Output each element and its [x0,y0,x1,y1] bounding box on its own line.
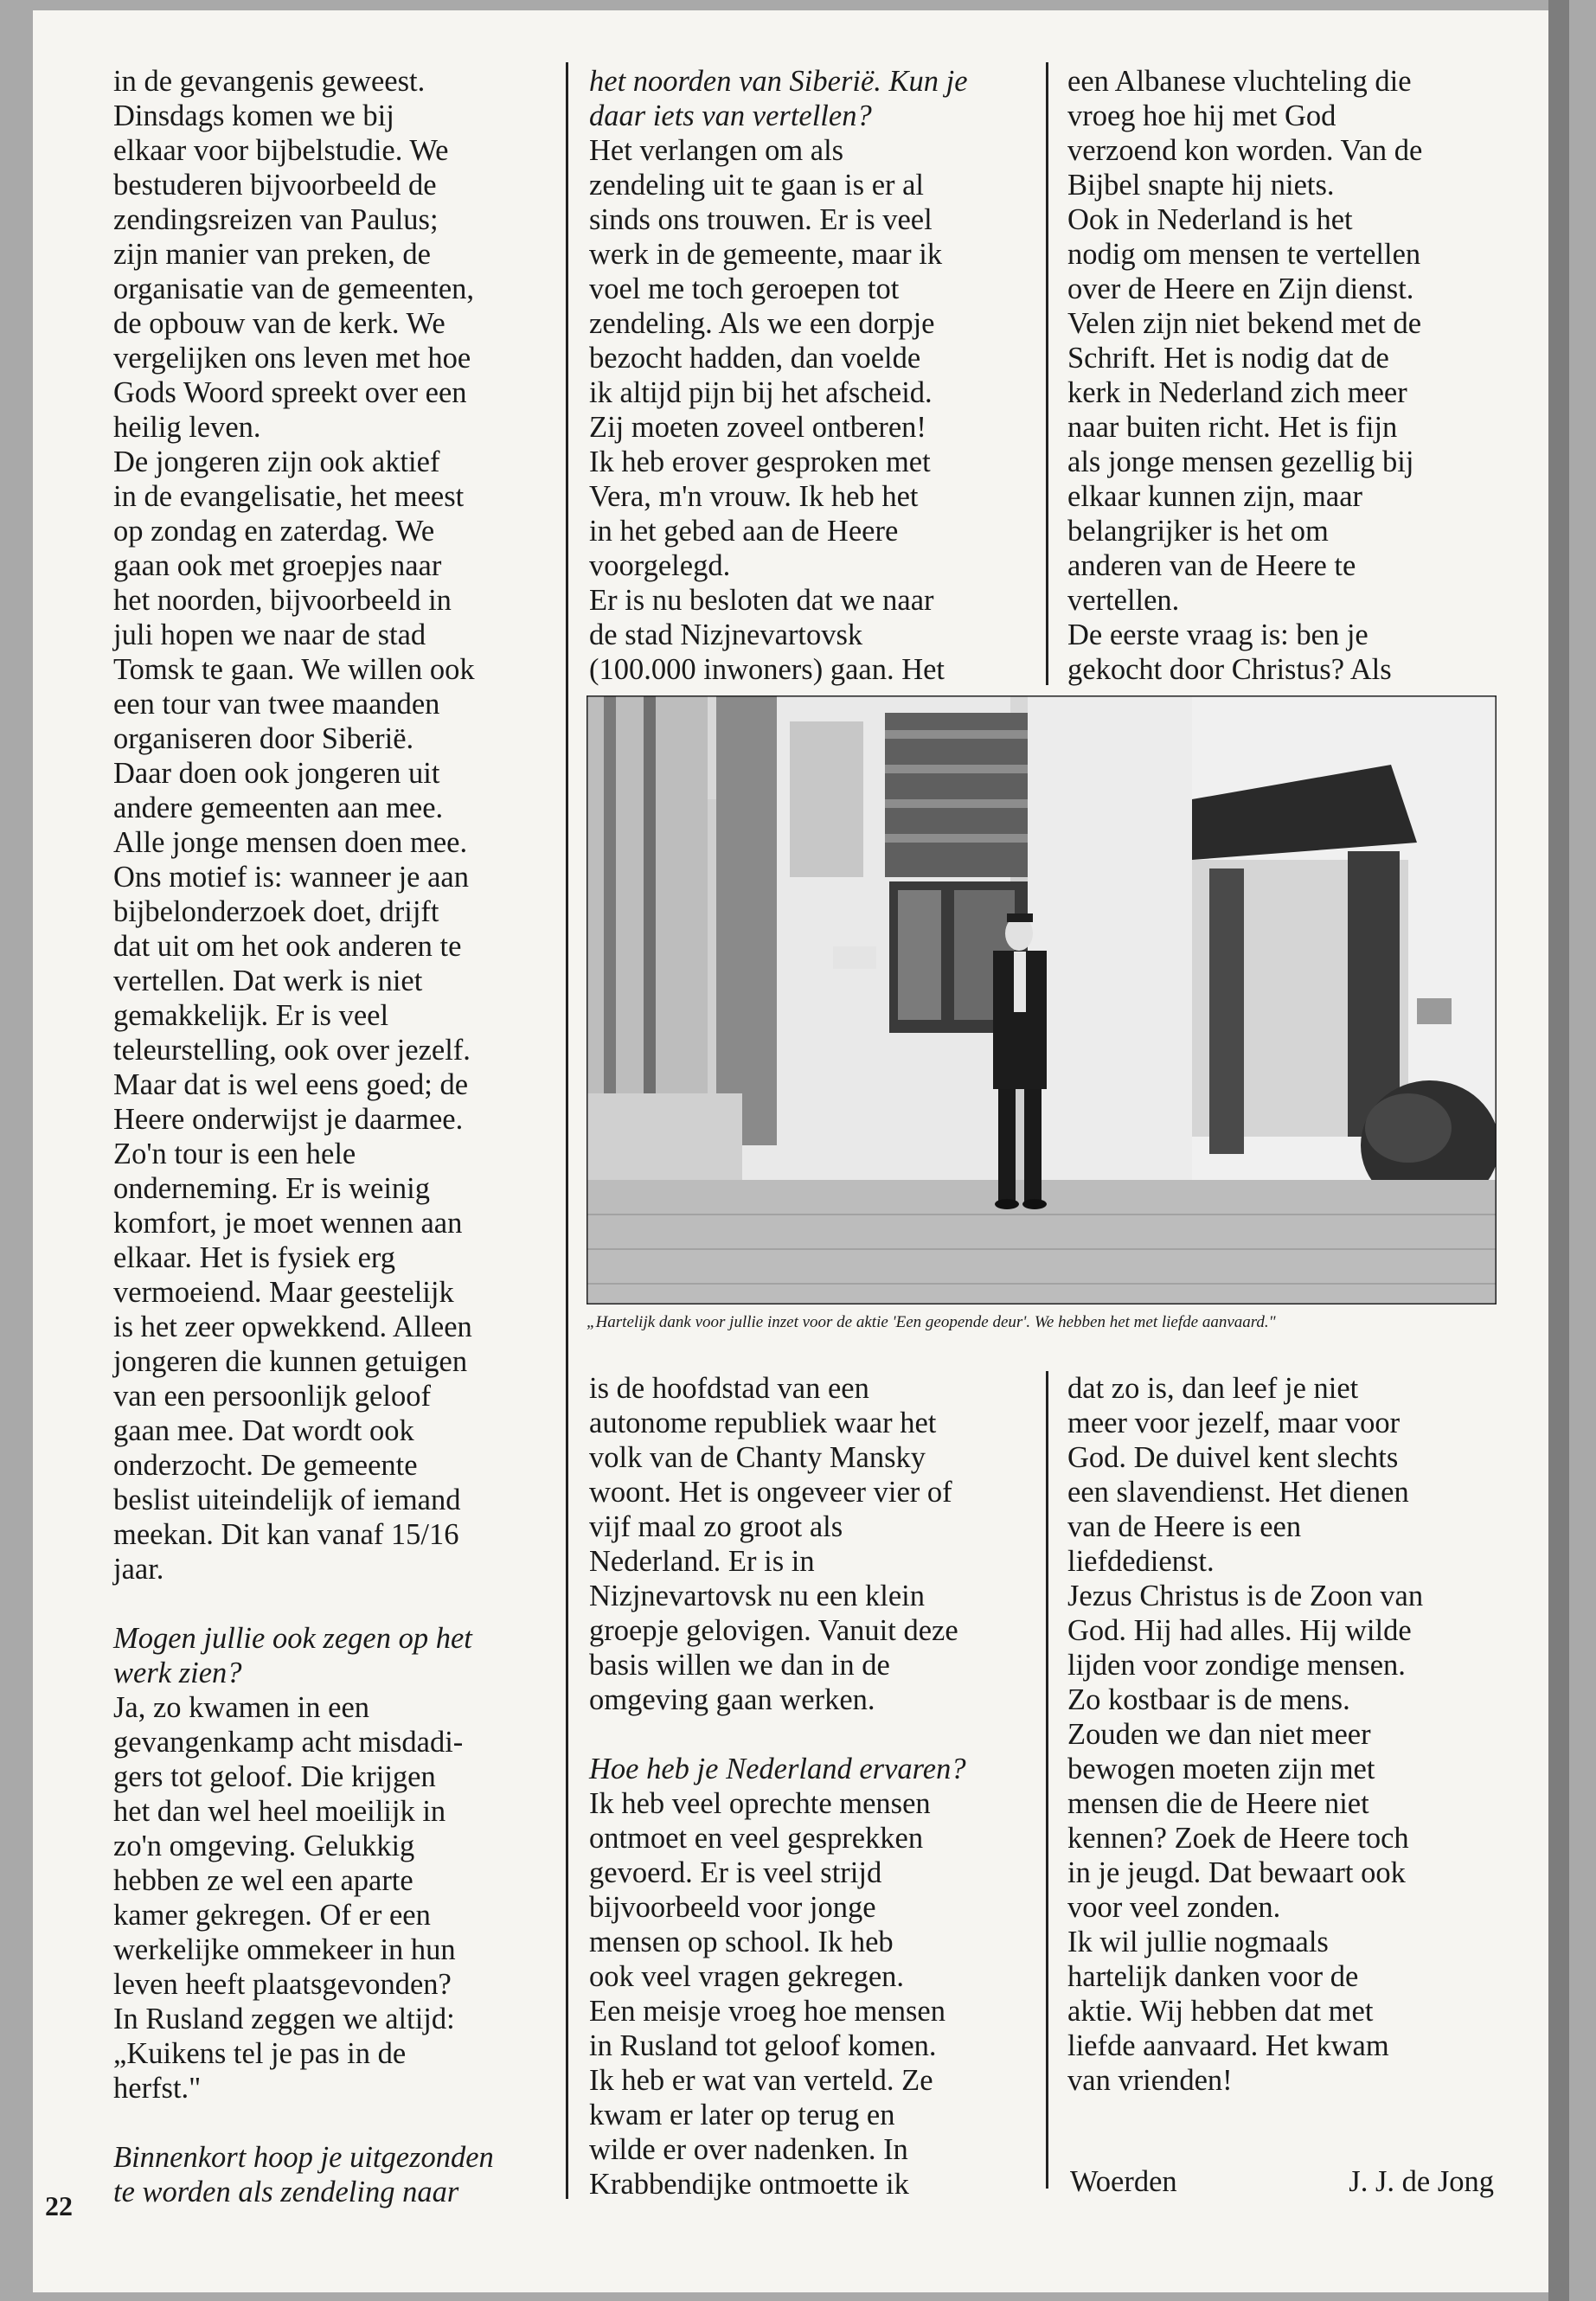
text-line: Velen zijn niet bekend met de [1067,307,1422,340]
text-line: organisatie van de gemeenten, [113,272,475,305]
text-line: Een meisje vroeg hoe mensen [589,1995,945,2028]
text-line: Heere onderwijst je daarmee. [113,1103,464,1136]
text-line: herfst." [113,2072,202,2105]
column-rule [566,62,568,2199]
text-line: verzoend kon worden. Van de [1067,134,1423,167]
text-line: andere gemeenten aan mee. [113,792,444,824]
text-line: bijbelonderzoek doet, drijft [113,895,439,928]
text-line: de opbouw van de kerk. We [113,307,445,340]
text-line: Ja, zo kwamen in een [113,1691,370,1724]
text-line: liefdedienst. [1067,1545,1215,1578]
text-line: onderzocht. De gemeente [113,1449,418,1482]
text-line: gekocht door Christus? Als [1067,653,1392,686]
text-line: belangrijker is het om [1067,515,1329,548]
text-line: Er is nu besloten dat we naar [589,584,934,617]
text-line: hartelijk danken voor de [1067,1960,1359,1993]
text-line: voel me toch geroepen tot [589,272,900,305]
text-line: Dinsdags komen we bij [113,99,394,132]
text-line: Zij moeten zoveel ontberen! [589,411,926,444]
text-line: onderneming. Er is weinig [113,1172,431,1205]
text-line: groepje gelovigen. Vanuit deze [589,1614,958,1647]
text-line: God. Hij had alles. Hij wilde [1067,1614,1412,1647]
text-line: Ik heb er wat van verteld. Ze [589,2064,933,2097]
text-line: Vera, m'n vrouw. Ik heb het [589,480,919,513]
text-line: vertellen. Dat werk is niet [113,965,423,997]
text-line: God. De duivel kent slechts [1067,1441,1399,1474]
text-line: komfort, je moet wennen aan [113,1207,463,1240]
text-line: gevoerd. Er is veel strijd [589,1856,882,1889]
column-rule [1046,1371,1048,2189]
text-line: Ons motief is: wanneer je aan [113,861,469,894]
text-line: elkaar. Het is fysiek erg [113,1241,396,1274]
text-line: ook veel vragen gekregen. [589,1960,905,1993]
text-line: organiseren door Siberië. [113,722,414,755]
text-line: ik altijd pijn bij het afscheid. [589,376,933,409]
text-line: kwam er later op terug en [589,2099,895,2131]
text-line: Tomsk te gaan. We willen ook [113,653,475,686]
text-line: vroeg hoe hij met God [1067,99,1336,132]
text-line: Zo'n tour is een hele [113,1138,356,1170]
photo-caption: „Hartelijk dank voor jullie inzet voor de aktie 'Een geopende deur'. We hebben het met liefde aanvaard." [586,1313,1276,1331]
text-line: kerk in Nederland zich meer [1067,376,1407,409]
question-line: Binnenkort hoop je uitgezonden [113,2141,494,2174]
text-line: woont. Het is ongeveer vier of [589,1476,952,1509]
text-line: de stad Nizjnevartovsk [589,619,863,651]
text-line: Bijbel snapte hij niets. [1067,169,1335,202]
text-line: naar buiten richt. Het is fijn [1067,411,1398,444]
signature-author: J. J. de Jong [1349,2165,1494,2198]
text-line: in Rusland tot geloof komen. [589,2029,937,2062]
text-line: in het gebed aan de Heere [589,515,899,548]
text-line: werk in de gemeente, maar ik [589,238,943,271]
text-line: liefde aanvaard. Het kwam [1067,2029,1389,2062]
text-line: in de gevangenis geweest. [113,65,426,98]
text-line: vergelijken ons leven met hoe [113,342,471,375]
text-line: op zondag en zaterdag. We [113,515,435,548]
text-line: heilig leven. [113,411,261,444]
text-line: van een persoonlijk geloof [113,1380,431,1413]
signature-place: Woerden [1070,2165,1177,2198]
text-line: Ik heb erover gesproken met [589,445,931,478]
text-line: zendingsreizen van Paulus; [113,203,439,236]
text-line: bijvoorbeeld voor jonge [589,1891,876,1924]
text-column-1 [113,64,563,2209]
text-line: voorgelegd. [589,549,731,582]
paragraph-gap [113,2106,563,2140]
text-line: is de hoofdstad van een [589,1372,869,1405]
text-line: ontmoet en veel gesprekken [589,1822,924,1855]
text-line: van vrienden! [1067,2064,1233,2097]
text-line: is het zeer opwekkend. Alleen [113,1311,472,1343]
text-line: Nederland. Er is in [589,1545,815,1578]
text-line: Maar dat is wel eens goed; de [113,1068,469,1101]
question-line: daar iets van vertellen? [589,99,872,132]
text-line: over de Heere en Zijn dienst. [1067,272,1414,305]
text-line: volk van de Chanty Mansky [589,1441,926,1474]
text-line: in je jeugd. Dat bewaart ook [1067,1856,1406,1889]
text-column-2-top [589,64,1039,687]
text-line: beslist uiteindelijk of iemand [113,1484,461,1516]
question-line: het noorden van Siberië. Kun je [589,65,968,98]
text-line: Zouden we dan niet meer [1067,1718,1371,1751]
text-line: zo'n omgeving. Gelukkig [113,1830,415,1862]
text-line: Alle jonge mensen doen mee. [113,826,468,859]
text-line: het noorden, bijvoorbeeld in [113,584,452,617]
text-line: mensen op school. Ik heb [589,1926,894,1958]
text-line: hebben ze wel een aparte [113,1864,413,1897]
text-line: autonome republiek waar het [589,1407,937,1439]
text-line: Zo kostbaar is de mens. [1067,1683,1350,1716]
text-column-3-top [1067,64,1517,687]
text-line: vertellen. [1067,584,1180,617]
text-line: gevangenkamp acht misdadi- [113,1726,464,1759]
text-line: het dan wel heel moeilijk in [113,1795,446,1828]
text-line: nodig om mensen te vertellen [1067,238,1421,271]
text-line: lijden voor zondige mensen. [1067,1649,1406,1682]
text-line: vermoeiend. Maar geestelijk [113,1276,454,1309]
text-line: De eerste vraag is: ben je [1067,619,1368,651]
text-line: gemakkelijk. Er is veel [113,999,389,1032]
text-line: De jongeren zijn ook aktief [113,445,440,478]
question-line: te worden als zendeling naar [113,2176,459,2208]
text-line: zendeling. Als we een dorpje [589,307,935,340]
text-line: Ik heb veel oprechte mensen [589,1787,931,1820]
text-line: bestuderen bijvoorbeeld de [113,169,437,202]
text-line: Het verlangen om als [589,134,844,167]
question-line: werk zien? [113,1657,242,1689]
text-line: Ook in Nederland is het [1067,203,1353,236]
text-line: jongeren die kunnen getuigen [113,1345,468,1378]
text-line: elkaar kunnen zijn, maar [1067,480,1363,513]
text-line: mensen die de Heere niet [1067,1787,1369,1820]
text-line: jaar. [113,1553,164,1586]
question-line: Mogen jullie ook zegen op het [113,1622,472,1655]
column-rule [1046,62,1048,685]
text-line: een slavendienst. Het dienen [1067,1476,1409,1509]
text-line: teleurstelling, ook over jezelf. [113,1034,471,1067]
text-line: zendeling uit te gaan is er al [589,169,925,202]
text-line: zijn manier van preken, de [113,238,431,271]
text-line: Krabbendijke ontmoette ik [589,2168,909,2201]
signature [1070,2164,1494,2199]
text-line: basis willen we dan in de [589,1649,890,1682]
text-line: In Rusland zeggen we altijd: [113,2003,455,2035]
page-number: 22 [45,2190,73,2221]
text-line: meekan. Dit kan vanaf 15/16 [113,1518,459,1551]
paragraph-gap [113,1586,563,1621]
text-line: in de evangelisatie, het meest [113,480,465,513]
text-line: elkaar voor bijbelstudie. We [113,134,449,167]
text-line: als jonge mensen gezellig bij [1067,445,1414,478]
text-line: Gods Woord spreekt over een [113,376,467,409]
text-line: sinds ons trouwen. Er is veel [589,203,933,236]
text-column-2-bottom [589,1371,1039,2202]
text-line: werkelijke ommekeer in hun [113,1933,456,1966]
text-line: van de Heere is een [1067,1510,1302,1543]
text-line: anderen van de Heere te [1067,549,1356,582]
page-edge-shadow [1548,0,1569,2301]
text-line: Nizjnevartovsk nu een klein [589,1580,926,1612]
text-line: bewogen moeten zijn met [1067,1753,1375,1785]
text-line: kamer gekregen. Of er een [113,1899,431,1932]
text-line: vijf maal zo groot als [589,1510,843,1543]
text-line: omgeving gaan werken. [589,1683,875,1716]
text-line: juli hopen we naar de stad [113,619,426,651]
question-line: Hoe heb je Nederland ervaren? [589,1753,966,1785]
text-column-3-bottom [1067,1371,1517,2098]
text-line: dat uit om het ook anderen te [113,930,462,963]
text-line: (100.000 inwoners) gaan. Het [589,653,945,686]
text-line: wilde er over nadenken. In [589,2133,908,2166]
text-line: gaan mee. Dat wordt ook [113,1414,414,1447]
text-line: aktie. Wij hebben dat met [1067,1995,1374,2028]
text-line: Ik wil jullie nogmaals [1067,1926,1329,1958]
text-line: dat zo is, dan leef je niet [1067,1372,1359,1405]
text-line: Daar doen ook jongeren uit [113,757,440,790]
text-line: een Albanese vluchteling die [1067,65,1412,98]
text-line: een tour van twee maanden [113,688,440,721]
text-line: bezocht hadden, dan voelde [589,342,921,375]
text-line: Schrift. Het is nodig dat de [1067,342,1389,375]
photo-man-in-front-of-building [586,695,1497,1304]
text-line: voor veel zonden. [1067,1891,1281,1924]
text-line: gers tot geloof. Die krijgen [113,1760,436,1793]
text-line: leven heeft plaatsgevonden? [113,1968,452,2001]
text-line: kennen? Zoek de Heere toch [1067,1822,1409,1855]
paragraph-gap [589,1717,1039,1752]
text-line: „Kuikens tel je pas in de [113,2037,407,2070]
text-line: meer voor jezelf, maar voor [1067,1407,1401,1439]
text-line: Jezus Christus is de Zoon van [1067,1580,1424,1612]
text-line: gaan ook met groepjes naar [113,549,442,582]
